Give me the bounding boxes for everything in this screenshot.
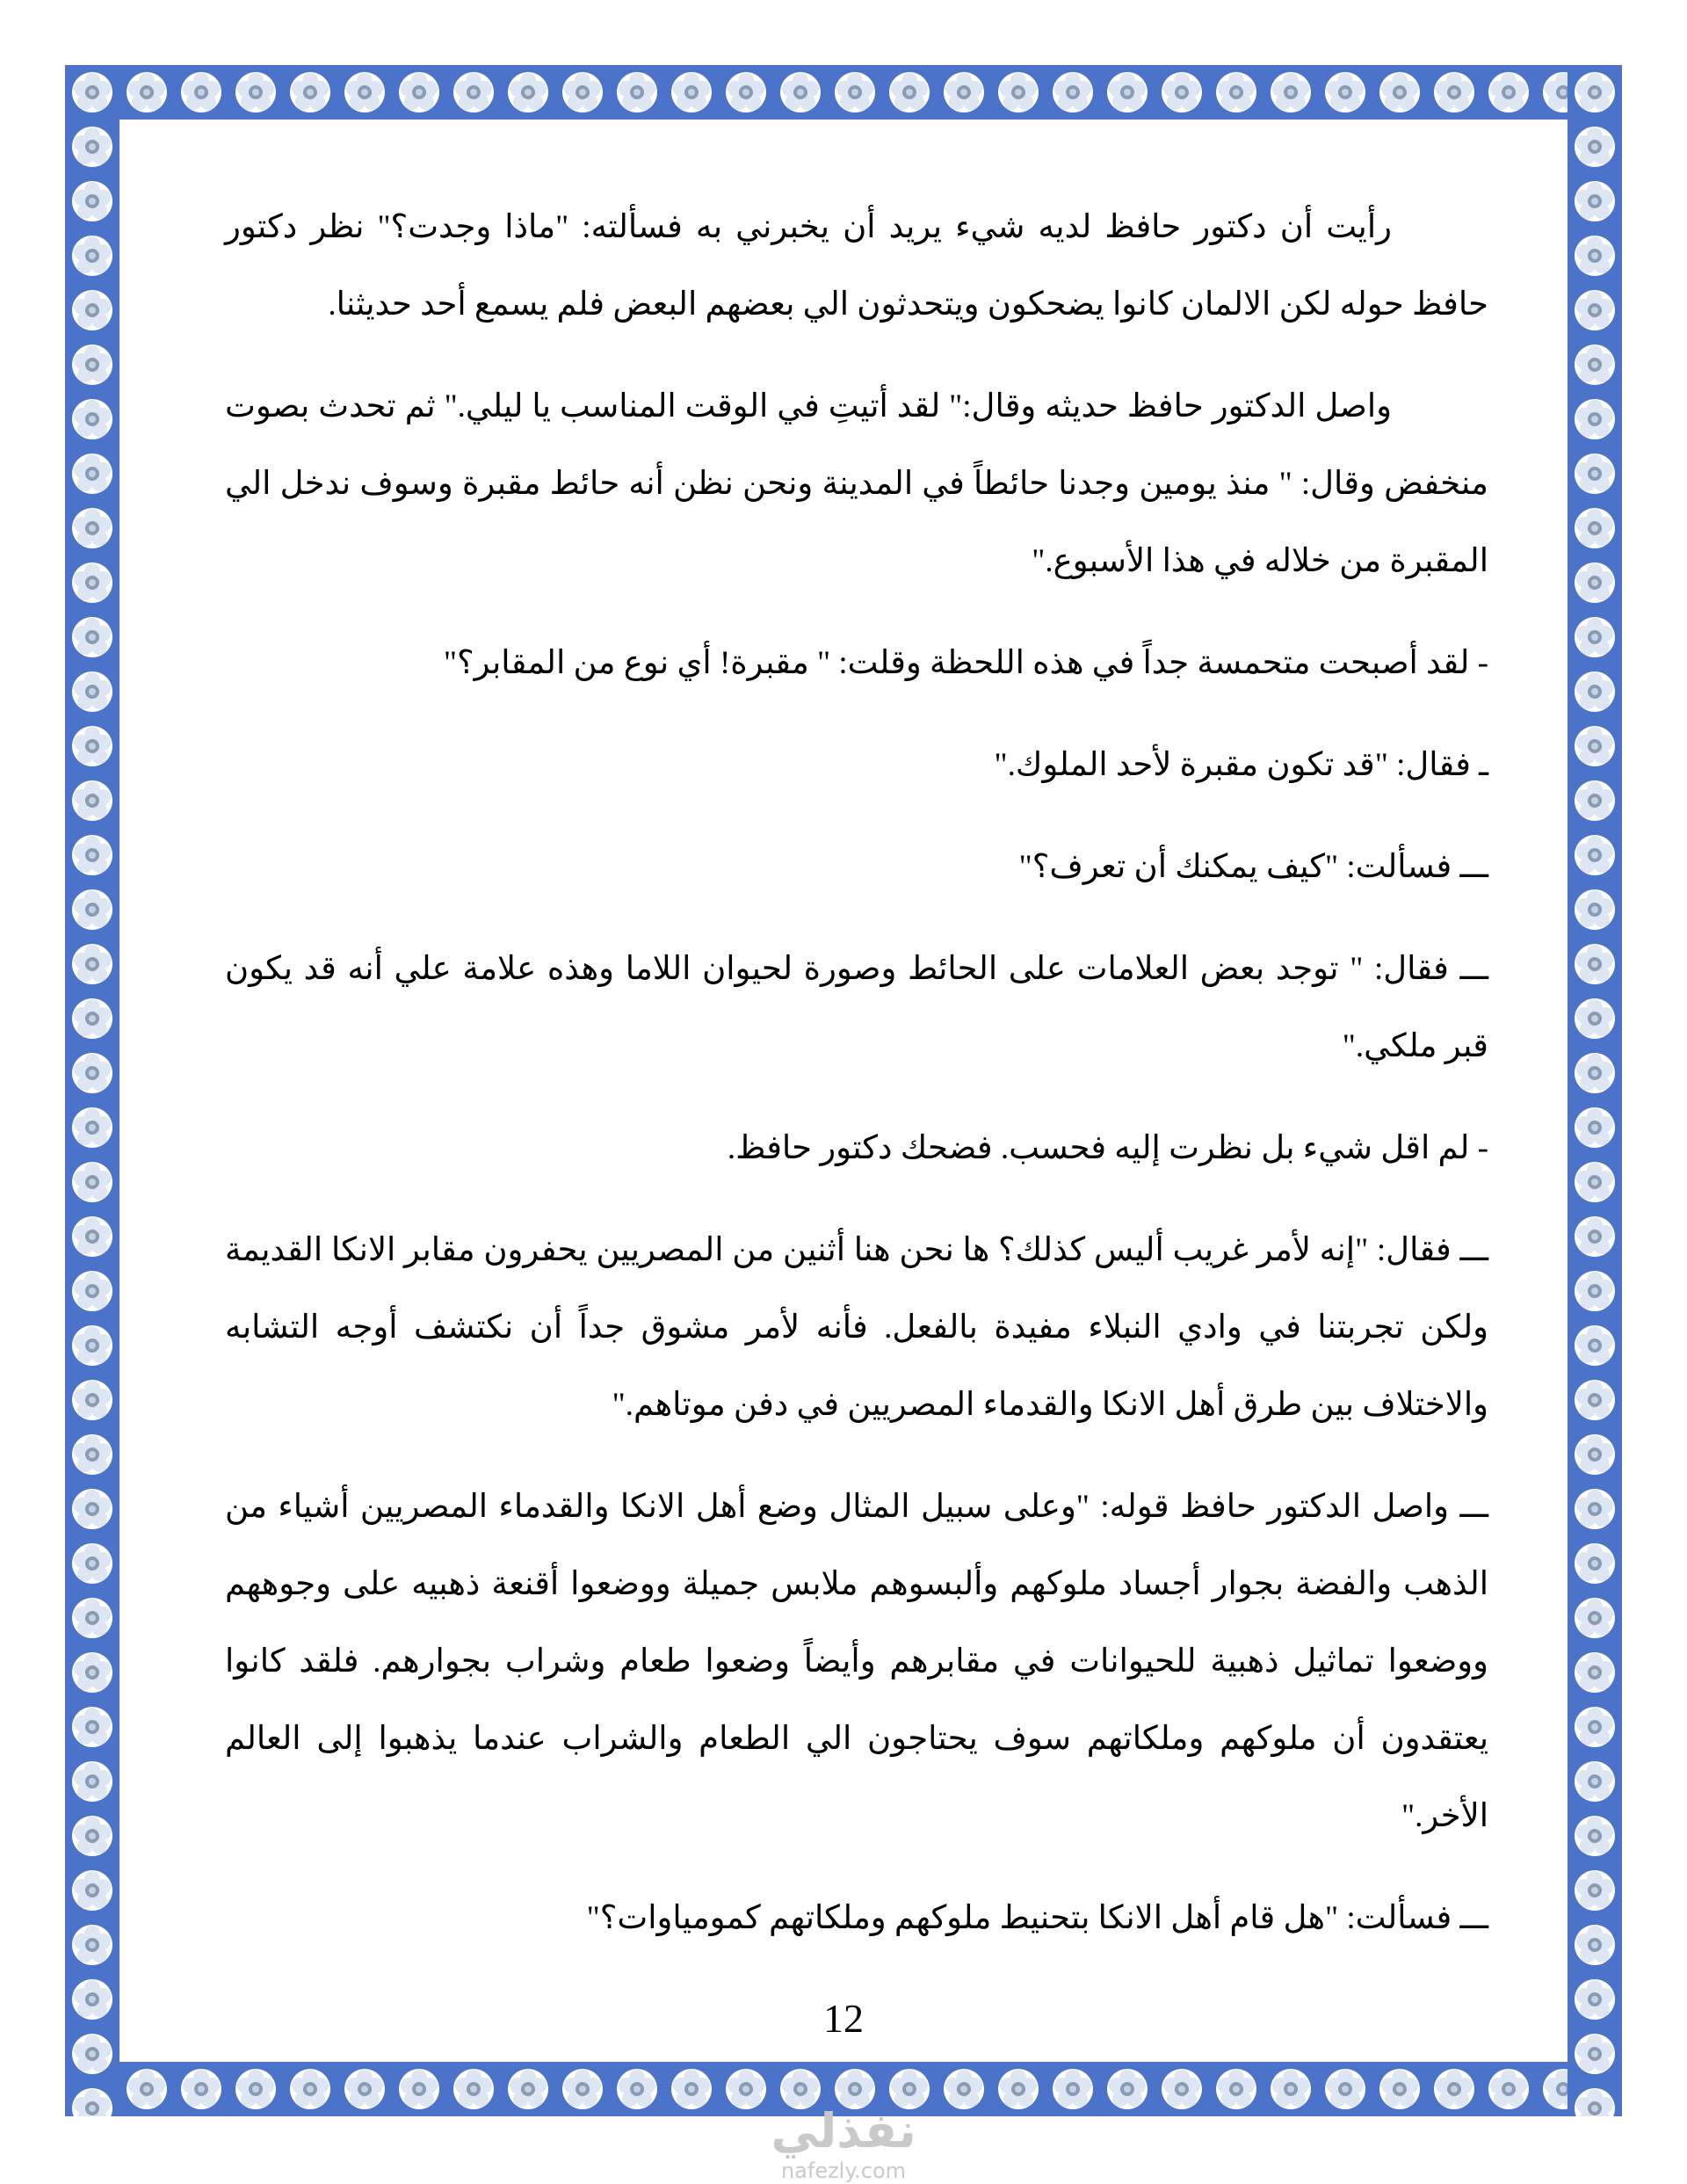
watermark-logo: نفذلي (771, 2103, 916, 2159)
flower-border-left (65, 65, 119, 2116)
watermark (0, 2105, 1687, 2184)
flower-border-top (65, 65, 1622, 120)
paragraph: - لقد أصبحت متحمسة جداً في هذه اللحظة وقلت: " مقبرة! أي نوع من المقابر؟" (443, 645, 1488, 681)
page-number: 12 (823, 1996, 864, 2041)
paragraph: ـــ فسألت: "هل قام أهل الانكا بتحنيط ملوكهم وملكاتهم كمومياوات؟" (586, 1900, 1488, 1936)
paragraph: واصل الدكتور حافظ حديثه وقال:" لقد أتيتِ في الوقت المناسب يا ليلي." ثم تحدث بصوت منخفض وقال: " منذ يومين وجدنا حائطاً في المدينة ونحن نظن أنه حائط مقبرة وسوف ندخل الي المقبرة من خلاله في هذا الأسبوع." (225, 388, 1488, 579)
flower-border-right (1568, 65, 1622, 2116)
paragraph: ـ فقال: "قد تكون مقبرة لأحد الملوك." (994, 747, 1488, 783)
paragraph: ـــ واصل الدكتور حافظ قوله: "وعلى سبيل المثال وضع أهل الانكا والقدماء المصريين أشياء من الذهب والفضة بجوار أجساد ملوكهم وألبسوهم ملابس جميلة ووضعوا أقنعة ذهبيه على وجوههم ووضعوا تماثيل ذهبية للحيوانات في مقابرهم وأيضاً وضعوا طعام وشراب بجوارهم. فلقد كانوا يعتقدون أن ملوكهم وملكاتهم سوف يحتاجون الي الطعام والشراب عندما يذهبوا إلى العالم الأخر." (225, 1489, 1488, 1834)
page-body-text (225, 189, 1488, 1982)
paragraph: ـــ فقال: "إنه لأمر غريب أليس كذلك؟ ها نحن هنا أثنين من المصريين يحفرون مقابر الانكا القديمة ولكن تجربتنا في وادي النبلاء مفيدة بالفعل. فأنه لأمر مشوق جداً أن نكتشف أوجه التشابه والاختلاف بين طرق أهل الانكا والقدماء المصريين في دفن موتاهم." (225, 1232, 1488, 1423)
paragraph: رأيت أن دكتور حافظ لديه شيء يريد أن يخبرني به فسألته: "ماذا وجدت؟" نظر دكتور حافظ حوله لكن الالمان كانوا يضحكون ويتحدثون الي بعضهم البعض فلم يسمع أحد حديثنا. (225, 209, 1488, 323)
paragraph: ـــ فقال: " توجد بعض العلامات على الحائط وصورة لحيوان اللاما وهذه علامة علي أنه قد يكون قبر ملكي." (225, 951, 1488, 1064)
watermark-url: nafezly.com (780, 2159, 907, 2183)
paragraph: - لم اقل شيء بل نظرت إليه فحسب. فضحك دكتور حافظ. (727, 1130, 1488, 1166)
paragraph: ـــ فسألت: "كيف يمكنك أن تعرف؟" (1018, 849, 1488, 885)
